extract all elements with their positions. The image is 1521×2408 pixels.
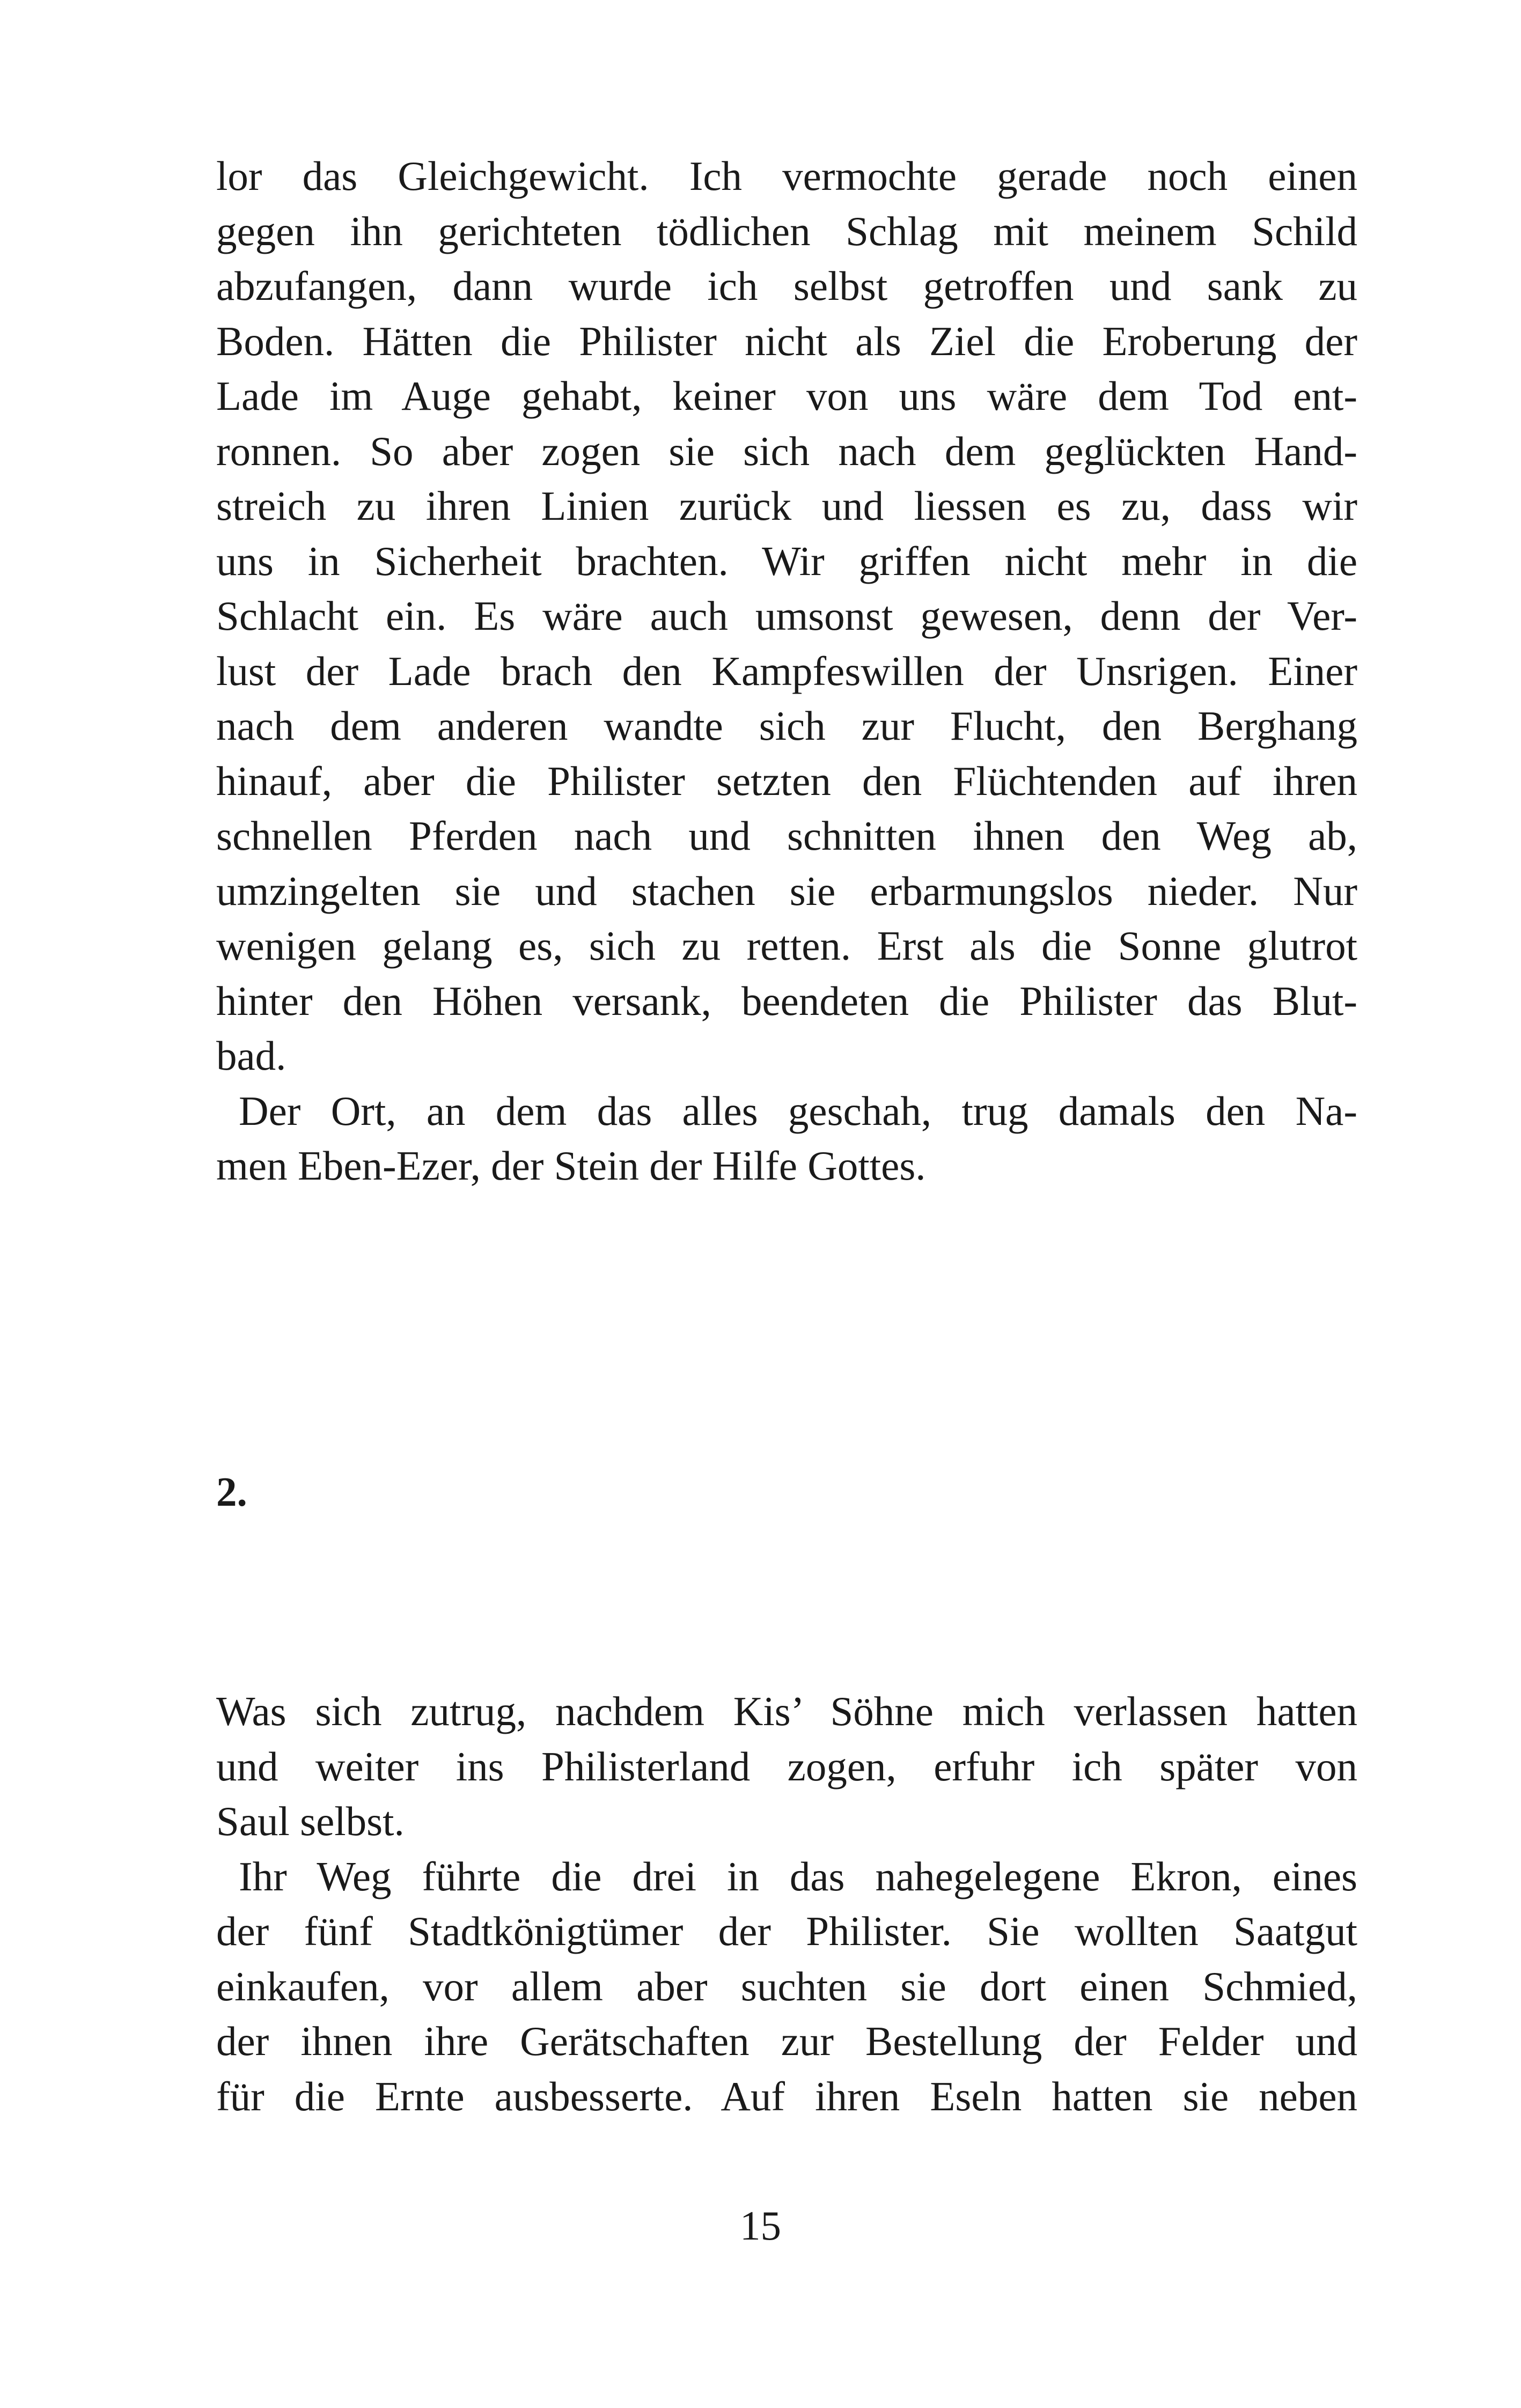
paragraph-3 <box>216 1684 1357 1849</box>
text-line: Ihr Weg führte die drei in das nahegelegene Ekron, eines <box>239 1853 1357 1899</box>
text-line: gegen ihn gerichteten tödlichen Schlag mit meinem Schild <box>216 208 1357 254</box>
text-line: Der Ort, an dem das alles geschah, trug damals den Na- <box>239 1087 1357 1134</box>
text-line: men Eben-Ezer, der Stein der Hilfe Gottes. <box>216 1143 926 1189</box>
text-line: nach dem anderen wandte sich zur Flucht, den Berghang <box>216 703 1357 749</box>
text-line: der ihnen ihre Gerätschaften zur Bestellung der Felder und <box>216 2018 1357 2064</box>
text-line: ronnen. So aber zogen sie sich nach dem geglückten Hand- <box>216 428 1357 474</box>
paragraph-1 <box>216 149 1357 1084</box>
text-line: hinauf, aber die Philister setzten den Flüchtenden auf ihren <box>216 757 1357 804</box>
text-line: für die Ernte ausbesserte. Auf ihren Eseln hatten sie neben <box>216 2073 1357 2119</box>
text-line: einkaufen, vor allem aber suchten sie dort einen Schmied, <box>216 1963 1357 2009</box>
text-line: umzingelten sie und stachen sie erbarmungslos nieder. Nur <box>216 867 1357 914</box>
text-line: schnellen Pferden nach und schnitten ihnen den Weg ab, <box>216 813 1357 859</box>
paragraph-2 <box>216 1084 1357 1194</box>
chapter-number: 2. <box>216 1469 247 1515</box>
text-line: und weiter ins Philisterland zogen, erfuhr ich später von <box>216 1743 1357 1790</box>
text-line: streich zu ihren Linien zurück und liessen es zu, dass wir <box>216 483 1357 529</box>
paragraph-4 <box>216 1849 1357 2124</box>
text-line: uns in Sicherheit brachten. Wir griffen nicht mehr in die <box>216 537 1357 584</box>
text-line: wenigen gelang es, sich zu retten. Erst als die Sonne glutrot <box>216 923 1357 969</box>
text-line: Schlacht ein. Es wäre auch umsonst gewesen, denn der Ver- <box>216 593 1357 639</box>
text-line: der fünf Stadtkönigtümer der Philister. Sie wollten Saatgut <box>216 1908 1357 1954</box>
text-line: Boden. Hätten die Philister nicht als Ziel die Eroberung der <box>216 318 1357 364</box>
text-line: lust der Lade brach den Kampfeswillen der Unsrigen. Einer <box>216 647 1357 694</box>
text-line: bad. <box>216 1033 286 1079</box>
text-line: Lade im Auge gehabt, keiner von uns wäre dem Tod ent- <box>216 373 1357 419</box>
text-line: lor das Gleichgewicht. Ich vermochte gerade noch einen <box>216 153 1357 199</box>
text-block-2 <box>216 1684 1357 2124</box>
page-number: 15 <box>740 2203 781 2249</box>
text-line: Saul selbst. <box>216 1798 405 1844</box>
text-block-1 <box>216 149 1357 1194</box>
text-line: abzufangen, dann wurde ich selbst getroffen und sank zu <box>216 263 1357 309</box>
text-line: hinter den Höhen versank, beendeten die Philister das Blut- <box>216 977 1357 1024</box>
text-line: Was sich zutrug, nachdem Kis’ Söhne mich verlassen hatten <box>216 1688 1357 1734</box>
